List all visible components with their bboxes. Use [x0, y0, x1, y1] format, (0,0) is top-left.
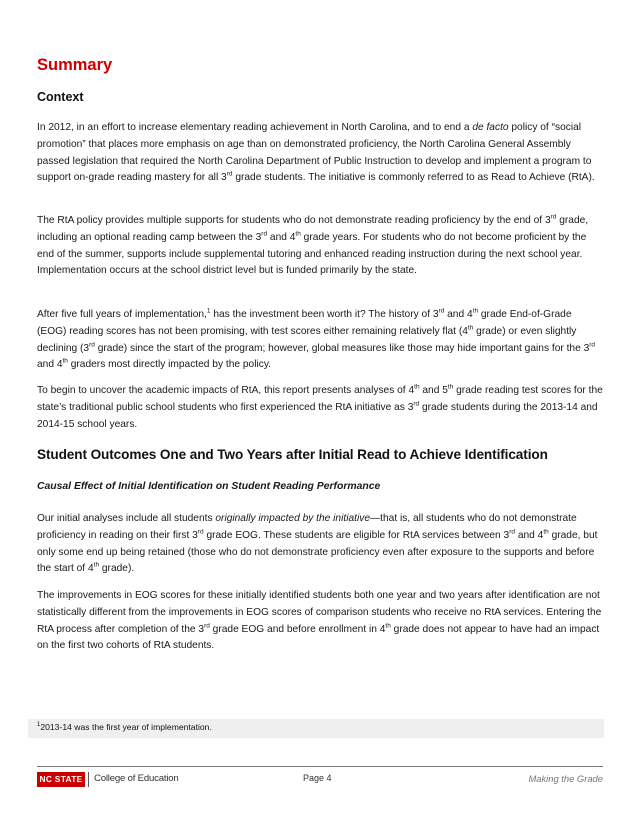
footer-divider: [37, 766, 603, 767]
outcomes-paragraph-1: Our initial analyses include all students originally impacted by the initiative—that is, all students who do not demonstrate proficiency in reading on their first 3rd grade EOG. These students are eligible for RtA services between 3rd and 4th grade, but only some end up being retained (those who do not demonstrate proficiency even after exposure to the supports and before the start of 4th grade).: [37, 513, 598, 575]
causal-effect-subheading: Causal Effect of Initial Identification on Student Reading Performance: [37, 481, 381, 492]
outcomes-heading: Student Outcomes One and Two Years after Initial Read to Achieve Identification: [37, 447, 548, 462]
footnote-number: 1: [37, 722, 41, 729]
page-number: Page 4: [303, 773, 332, 783]
footnote: [37, 722, 212, 732]
context-paragraph-4: To begin to uncover the academic impacts of RtA, this report presents analyses of 4th and 5th grade reading test scores for the state’s traditional public school students who first experienced the RtA initiative as 3rd grade students during the 2013-14 and 2014-15 school years.: [37, 383, 603, 430]
context-heading: Context: [37, 90, 84, 104]
context-paragraph-2: The RtA policy provides multiple supports for students who do not demonstrate reading proficiency by the end of 3rd grade, including an optional reading camp between the 3rd and 4th grade years. For students who do not become proficient by the end of the summer, supports include supplemental tutoring and enhanced reading instruction during the next school year. Implementation occurs at the school district level but is funded primarily by the state.: [37, 213, 589, 277]
outcomes-paragraph-2: The improvements in EOG scores for these initially identified students both one year and two years after identification are not statistically different from the improvements in EOG scores of comparison students who receive no RtA services. Entering the RtA process after completion of the 3rd grade EOG and before enrollment in 4th grade does not appear to have had an impact on the first two cohorts of RtA students.: [37, 590, 602, 652]
summary-heading: Summary: [37, 56, 113, 74]
nc-state-logo: NC STATE: [37, 772, 85, 787]
footnote-reference: 1: [206, 307, 211, 315]
report-title: Making the Grade: [528, 773, 603, 784]
context-paragraph-3: After five full years of implementation,$^1$ has the investment been worth it? The history of 3rd and 4th grade End-of-Grade (EOG) reading scores has not been promising, with test scores either remaining relatively flat (4th grade) or even slightly declining (3rd grade) since the start of the program; however, global measures like those may hide important gains for the 3rd and 4th graders most directly impacted by the policy.: [37, 307, 596, 371]
college-name: College of Education: [94, 773, 179, 784]
footnote-text: 2013-14 was the first year of implementation.: [40, 722, 212, 732]
logo-divider: [88, 772, 89, 787]
context-paragraph-1: In 2012, in an effort to increase elementary reading achievement in North Carolina, and to end a de facto policy of “social promotion” that places more emphasis on age than on demonstrated proficiency, the North Carolina General Assembly passed legislation that required the North Carolina Department of Public Instruction to develop and implement a program to support on-grade reading mastery for all 3rd grade students. The initiative is commonly referred to as Read to Achieve (RtA).: [37, 122, 595, 184]
